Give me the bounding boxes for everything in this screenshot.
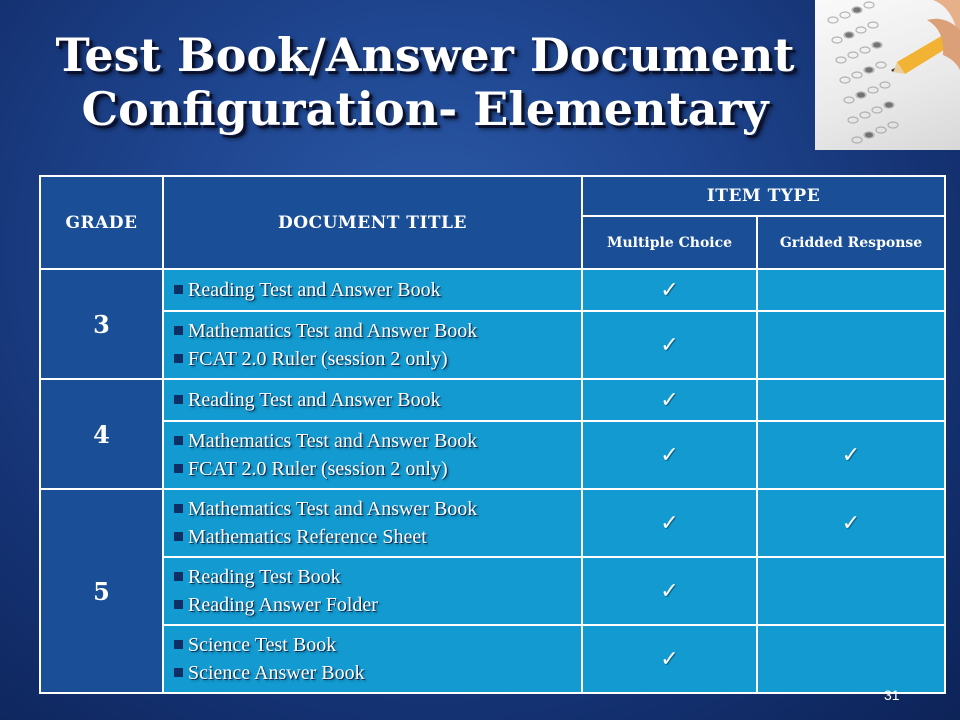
slide-number: 31: [884, 687, 900, 703]
configuration-table: [39, 175, 946, 694]
bullet-square-icon: [174, 532, 183, 541]
table-row: [40, 557, 945, 625]
checkmark-icon: ✓: [660, 510, 679, 536]
document-title-text: Reading Answer Folder: [188, 594, 378, 616]
bubble-sheet-illustration: [815, 0, 960, 150]
gridded-response-cell: [757, 379, 945, 421]
document-title-text: Mathematics Test and Answer Book: [188, 430, 478, 452]
multiple-choice-cell: [582, 625, 757, 693]
document-title-text: Reading Test and Answer Book: [188, 389, 441, 411]
document-title-text: FCAT 2.0 Ruler (session 2 only): [188, 348, 448, 370]
document-list-item: [174, 591, 581, 619]
bullet-square-icon: [174, 464, 183, 473]
document-list-item: [174, 523, 581, 551]
table-row: [40, 489, 945, 557]
bullet-square-icon: [174, 668, 183, 677]
document-list-item: [174, 495, 581, 523]
bullet-square-icon: [174, 600, 183, 609]
document-title-text: Mathematics Test and Answer Book: [188, 498, 478, 520]
document-list-item: [174, 659, 581, 687]
checkmark-icon: ✓: [660, 442, 679, 468]
title-line-1: Test Book/Answer Document: [55, 28, 795, 82]
document-list-item: [174, 631, 581, 659]
document-title-text: Science Answer Book: [188, 662, 365, 684]
gridded-response-cell: [757, 269, 945, 311]
bullet-square-icon: [174, 436, 183, 445]
bullet-square-icon: [174, 504, 183, 513]
document-title-cell: [163, 311, 582, 379]
title-line-2: Configuration- Elementary: [81, 82, 769, 136]
table-row: [40, 379, 945, 421]
multiple-choice-cell: [582, 269, 757, 311]
table-row: [40, 421, 945, 489]
bullet-square-icon: [174, 640, 183, 649]
document-title-cell: [163, 625, 582, 693]
table-row: [40, 269, 945, 311]
checkmark-icon: ✓: [660, 387, 679, 413]
document-title-cell: [163, 421, 582, 489]
multiple-choice-cell: [582, 379, 757, 421]
bullet-square-icon: [174, 395, 183, 404]
gridded-response-cell: [757, 489, 945, 557]
checkmark-icon: ✓: [660, 332, 679, 358]
table-row: [40, 625, 945, 693]
bullet-square-icon: [174, 326, 183, 335]
bullet-square-icon: [174, 285, 183, 294]
checkmark-icon: ✓: [660, 578, 679, 604]
document-title-text: FCAT 2.0 Ruler (session 2 only): [188, 458, 448, 480]
document-list-item: [174, 455, 581, 483]
document-title-cell: [163, 489, 582, 557]
document-title-cell: [163, 379, 582, 421]
document-list-item: [174, 317, 581, 345]
multiple-choice-cell: [582, 489, 757, 557]
table-row: [40, 311, 945, 379]
slide-title: [40, 28, 810, 136]
document-title-text: Mathematics Reference Sheet: [188, 526, 427, 548]
answer-sheet-photo: [815, 0, 960, 150]
document-title-header: DOCUMENT TITLE: [163, 176, 582, 269]
multiple-choice-cell: [582, 421, 757, 489]
bullet-square-icon: [174, 572, 183, 581]
document-list-item: [174, 563, 581, 591]
checkmark-icon: ✓: [660, 646, 679, 672]
multiple-choice-header: Multiple Choice: [582, 216, 757, 269]
grade-cell: 4: [40, 379, 163, 489]
document-title-text: Reading Test and Answer Book: [188, 279, 441, 301]
grade-cell: 5: [40, 489, 163, 693]
document-title-cell: [163, 557, 582, 625]
grade-header: GRADE: [40, 176, 163, 269]
document-title-text: Science Test Book: [188, 634, 337, 656]
gridded-response-cell: [757, 311, 945, 379]
checkmark-icon: ✓: [841, 510, 861, 536]
grade-cell: 3: [40, 269, 163, 379]
document-list-item: [174, 386, 581, 414]
gridded-response-header: Gridded Response: [757, 216, 945, 269]
checkmark-icon: ✓: [841, 442, 861, 468]
document-title-text: Mathematics Test and Answer Book: [188, 320, 478, 342]
checkmark-icon: ✓: [660, 277, 679, 303]
gridded-response-cell: [757, 421, 945, 489]
document-list-item: [174, 427, 581, 455]
document-list-item: [174, 345, 581, 373]
multiple-choice-cell: [582, 557, 757, 625]
item-type-header: ITEM TYPE: [582, 176, 945, 216]
gridded-response-cell: [757, 557, 945, 625]
gridded-response-cell: [757, 625, 945, 693]
bullet-square-icon: [174, 354, 183, 363]
multiple-choice-cell: [582, 311, 757, 379]
document-list-item: [174, 276, 581, 304]
document-title-text: Reading Test Book: [188, 566, 341, 588]
document-title-cell: [163, 269, 582, 311]
